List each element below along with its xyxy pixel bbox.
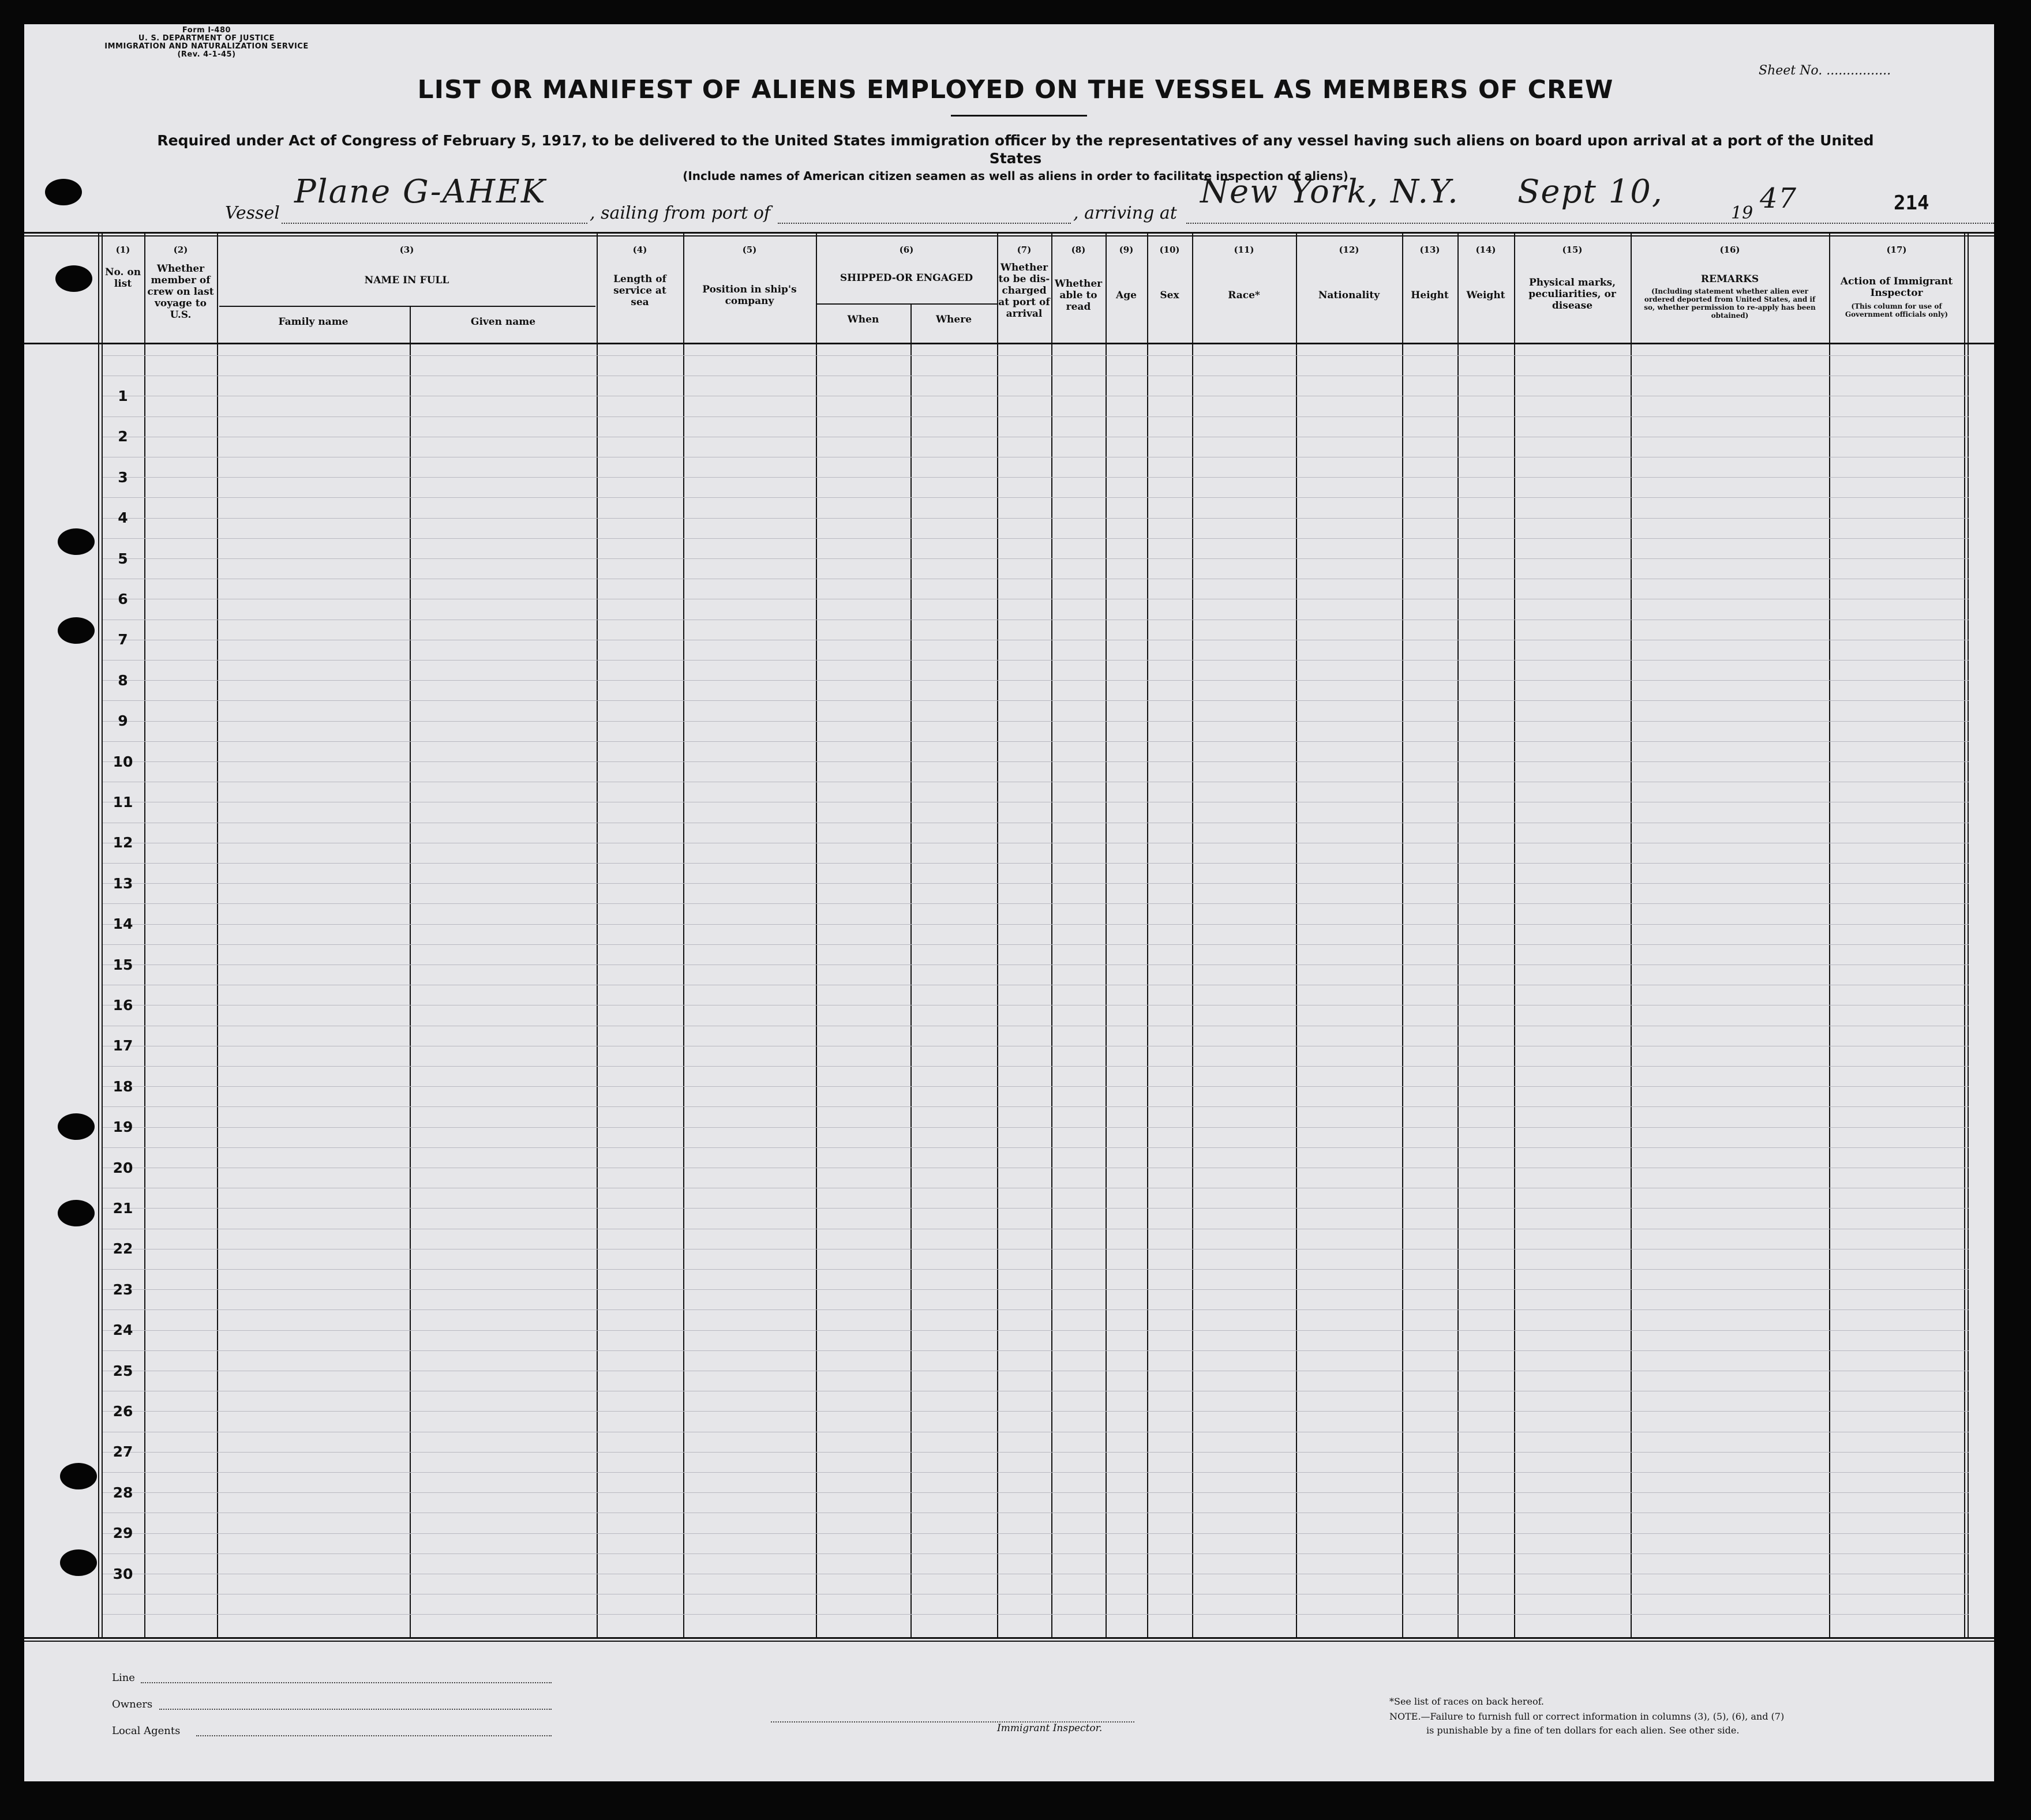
col14-number: (14) xyxy=(1475,245,1496,255)
ruled-line xyxy=(103,477,1969,478)
col-divider xyxy=(217,234,218,1638)
row-number: 1 xyxy=(118,388,128,404)
punch-hole xyxy=(58,1200,95,1226)
ruled-line xyxy=(103,680,1969,681)
name-subheader-rule xyxy=(219,306,595,307)
col-divider xyxy=(1631,234,1632,1638)
shipped-when-header: When xyxy=(847,314,879,325)
col1-number: (1) xyxy=(115,245,130,255)
col-divider xyxy=(1968,234,1969,1638)
header-bottom-border xyxy=(24,343,1994,344)
page-subnote: (Include names of American citizen seamen as well as aliens in order to facilitate inspection of aliens) xyxy=(683,169,1348,183)
col3-number: (3) xyxy=(399,245,414,255)
col-divider xyxy=(1106,234,1107,1638)
row-number: 4 xyxy=(118,509,128,526)
ruled-line xyxy=(103,1492,1969,1493)
ruled-line xyxy=(103,1533,1969,1534)
row-number: 17 xyxy=(113,1037,133,1054)
ruled-line xyxy=(103,1289,1969,1290)
arriving-dotline xyxy=(1186,223,1994,224)
row-number: 25 xyxy=(113,1363,133,1379)
ruled-line xyxy=(103,497,1969,498)
col14-header: Weight xyxy=(1466,290,1505,301)
row-number: 8 xyxy=(118,672,128,689)
col-divider xyxy=(1192,234,1193,1638)
vessel-name-handwritten: Plane G-AHEK xyxy=(294,173,546,211)
col16-note: (Including statement whether alien ever ordered deported from United States, and if so, whether permission to re-apply has been obtained) xyxy=(1644,287,1816,320)
ruled-line xyxy=(103,1553,1969,1554)
row-number: 2 xyxy=(118,428,128,445)
col-divider xyxy=(597,234,598,1638)
footer-owners-dots xyxy=(159,1709,552,1710)
col-divider xyxy=(1514,234,1515,1638)
col2-number: (2) xyxy=(173,245,188,255)
ruled-line xyxy=(103,721,1969,722)
ruled-line xyxy=(103,1127,1969,1128)
row-number: 5 xyxy=(118,550,128,567)
punch-hole xyxy=(58,617,95,644)
row-number: 12 xyxy=(113,834,133,851)
ruled-line xyxy=(103,1066,1969,1067)
row-number: 22 xyxy=(113,1240,133,1257)
row-number: 7 xyxy=(118,631,128,648)
ruled-line xyxy=(103,1147,1969,1148)
punch-hole xyxy=(58,1113,95,1140)
ruled-line xyxy=(103,538,1969,539)
vessel-label: Vessel xyxy=(225,203,280,223)
row-number: 6 xyxy=(118,591,128,607)
row-number: 14 xyxy=(113,915,133,932)
ruled-line xyxy=(103,944,1969,945)
table-bottom-border xyxy=(24,1637,1994,1639)
ruled-line xyxy=(103,1472,1969,1473)
ruled-line xyxy=(103,1614,1969,1615)
stamp-number: 214 xyxy=(1894,192,1929,215)
col4-header: Length of service at sea xyxy=(613,273,666,308)
row-number: 3 xyxy=(118,469,128,486)
ruled-line xyxy=(103,1330,1969,1331)
table-bottom-border-inner xyxy=(24,1641,1994,1642)
col11-header: Race* xyxy=(1228,290,1260,301)
col17-number: (17) xyxy=(1886,245,1907,255)
col-divider xyxy=(997,234,998,1638)
ruled-line xyxy=(103,558,1969,559)
row-number: 16 xyxy=(113,997,133,1014)
col-divider xyxy=(910,303,912,1638)
col9-number: (9) xyxy=(1119,245,1134,255)
penalty-note-line2: is punishable by a fine of ten dollars for each alien. See other side. xyxy=(1426,1725,1740,1736)
ruled-line xyxy=(103,903,1969,904)
col10-header: Sex xyxy=(1160,290,1179,301)
ruled-line xyxy=(103,700,1969,701)
ruled-line xyxy=(103,1350,1969,1351)
penalty-note-line1: NOTE.—Failure to furnish full or correct information in columns (3), (5), (6), and (7) xyxy=(1389,1711,1785,1722)
col-divider xyxy=(98,234,99,1638)
page-title: LIST OR MANIFEST OF ALIENS EMPLOYED ON THE VESSEL AS MEMBERS OF CREW xyxy=(417,75,1614,104)
row-number: 20 xyxy=(113,1159,133,1176)
col6-number: (6) xyxy=(899,245,914,255)
arrival-port-handwritten: New York, N.Y. xyxy=(1200,173,1459,211)
table-top-border-inner xyxy=(24,235,1994,237)
row-number: 11 xyxy=(113,794,133,810)
col-divider xyxy=(1051,234,1052,1638)
sailing-dotline xyxy=(778,223,1071,224)
title-rule xyxy=(951,115,1087,117)
col2-header: Whether member of crew on last voyage to U.S. xyxy=(147,263,214,321)
ruled-line xyxy=(103,1309,1969,1310)
row-number: 29 xyxy=(113,1525,133,1541)
col7-header: Whether to be dis-charged at port of arrival xyxy=(998,262,1050,320)
col5-number: (5) xyxy=(742,245,757,255)
punch-hole xyxy=(58,528,95,555)
row-number: 10 xyxy=(113,753,133,770)
col17-header: Action of Immigrant Inspector xyxy=(1840,276,1953,299)
col7-number: (7) xyxy=(1017,245,1032,255)
ruled-line xyxy=(103,660,1969,661)
row-number: 30 xyxy=(113,1566,133,1582)
col-divider xyxy=(1296,234,1297,1638)
col-divider xyxy=(816,234,817,1638)
shipped-where-header: Where xyxy=(935,314,972,325)
col6-header: SHIPPED-OR ENGAGED xyxy=(840,272,973,284)
row-number: 9 xyxy=(118,712,128,729)
col15-header: Physical marks, peculiarities, or disease xyxy=(1528,277,1616,312)
ruled-line xyxy=(103,1086,1969,1087)
col8-header: Whether able to read xyxy=(1054,278,1103,313)
col-divider xyxy=(1457,234,1459,1638)
footer-line-label: Line xyxy=(112,1672,135,1684)
col-divider xyxy=(144,234,145,1638)
col3-header: NAME IN FULL xyxy=(364,275,449,286)
col-divider xyxy=(1147,234,1148,1638)
col8-number: (8) xyxy=(1071,245,1086,255)
row-number: 27 xyxy=(113,1443,133,1460)
footer-line-dots xyxy=(141,1682,552,1683)
races-note: *See list of races on back hereof. xyxy=(1389,1696,1545,1707)
col5-header: Position in ship's company xyxy=(702,284,797,307)
footer-agents-label: Local Agents xyxy=(112,1725,181,1737)
ruled-line xyxy=(103,883,1969,884)
department-name: U. S. DEPARTMENT OF JUSTICE xyxy=(138,34,275,43)
row-number: 18 xyxy=(113,1078,133,1095)
ruled-line xyxy=(103,518,1969,519)
ruled-line xyxy=(103,741,1969,742)
year-prefix: 19 xyxy=(1731,203,1753,223)
row-number: 13 xyxy=(113,875,133,892)
col-divider xyxy=(1964,234,1965,1638)
ruled-line xyxy=(103,863,1969,864)
shipped-subheader-rule xyxy=(816,303,997,305)
ruled-line xyxy=(103,416,1969,417)
col12-header: Nationality xyxy=(1318,290,1380,301)
ruled-line xyxy=(103,1269,1969,1270)
col11-number: (11) xyxy=(1234,245,1254,255)
col10-number: (10) xyxy=(1159,245,1180,255)
arriving-label: , arriving at xyxy=(1073,203,1177,223)
row-number: 23 xyxy=(113,1281,133,1298)
row-number: 24 xyxy=(113,1322,133,1338)
form-number: Form I-480 xyxy=(182,26,231,35)
col16-header: REMARKS xyxy=(1700,273,1759,285)
col17-note: (This column for use of Government officials only) xyxy=(1845,302,1948,318)
ruled-line xyxy=(103,1411,1969,1412)
inspector-label: Immigrant Inspector. xyxy=(997,1723,1103,1734)
col1-header: No. on list xyxy=(104,267,141,290)
row-number: 26 xyxy=(113,1403,133,1420)
punch-hole xyxy=(60,1549,97,1576)
row-number: 15 xyxy=(113,956,133,973)
col16-number: (16) xyxy=(1719,245,1740,255)
ruled-line xyxy=(103,1452,1969,1453)
ruled-line xyxy=(103,761,1969,762)
table-top-border xyxy=(24,232,1994,234)
col4-number: (4) xyxy=(632,245,647,255)
col13-number: (13) xyxy=(1419,245,1440,255)
ruled-line xyxy=(103,355,1969,356)
row-number: 19 xyxy=(113,1119,133,1135)
col13-header: Height xyxy=(1411,290,1449,301)
form-identifier xyxy=(85,27,328,59)
col15-number: (15) xyxy=(1562,245,1583,255)
sheet-number: Sheet No. ................ xyxy=(1759,63,1891,78)
col9-header: Age xyxy=(1116,290,1137,301)
page-subtitle: Required under Act of Congress of February 5, 1917, to be delivered to the United States immigration officer by the representatives of any vessel having such aliens on board upon arrival at a port of the United States xyxy=(157,132,1874,167)
ruled-line xyxy=(103,1106,1969,1107)
service-name: IMMIGRATION AND NATURALIZATION SERVICE xyxy=(104,42,309,51)
ruled-line xyxy=(103,1208,1969,1209)
arrival-date-handwritten: Sept 10, xyxy=(1517,173,1663,211)
punch-hole xyxy=(55,265,92,292)
col-divider xyxy=(410,306,411,1638)
form-revision: (Rev. 4-1-45) xyxy=(177,50,236,59)
punch-hole xyxy=(60,1463,97,1489)
given-name-header: Given name xyxy=(470,316,536,328)
sailing-label: , sailing from port of xyxy=(590,203,771,223)
year-handwritten: 47 xyxy=(1760,182,1798,215)
col-divider xyxy=(1829,234,1830,1638)
family-name-header: Family name xyxy=(278,316,349,328)
footer-agents-dots xyxy=(196,1735,552,1736)
row-number: 28 xyxy=(113,1484,133,1501)
vessel-dotline xyxy=(282,223,587,224)
col12-number: (12) xyxy=(1339,245,1359,255)
row-number: 21 xyxy=(113,1200,133,1217)
ruled-line xyxy=(103,924,1969,925)
footer-owners-label: Owners xyxy=(112,1698,153,1710)
col-divider xyxy=(683,234,684,1638)
col-divider xyxy=(1402,234,1403,1638)
